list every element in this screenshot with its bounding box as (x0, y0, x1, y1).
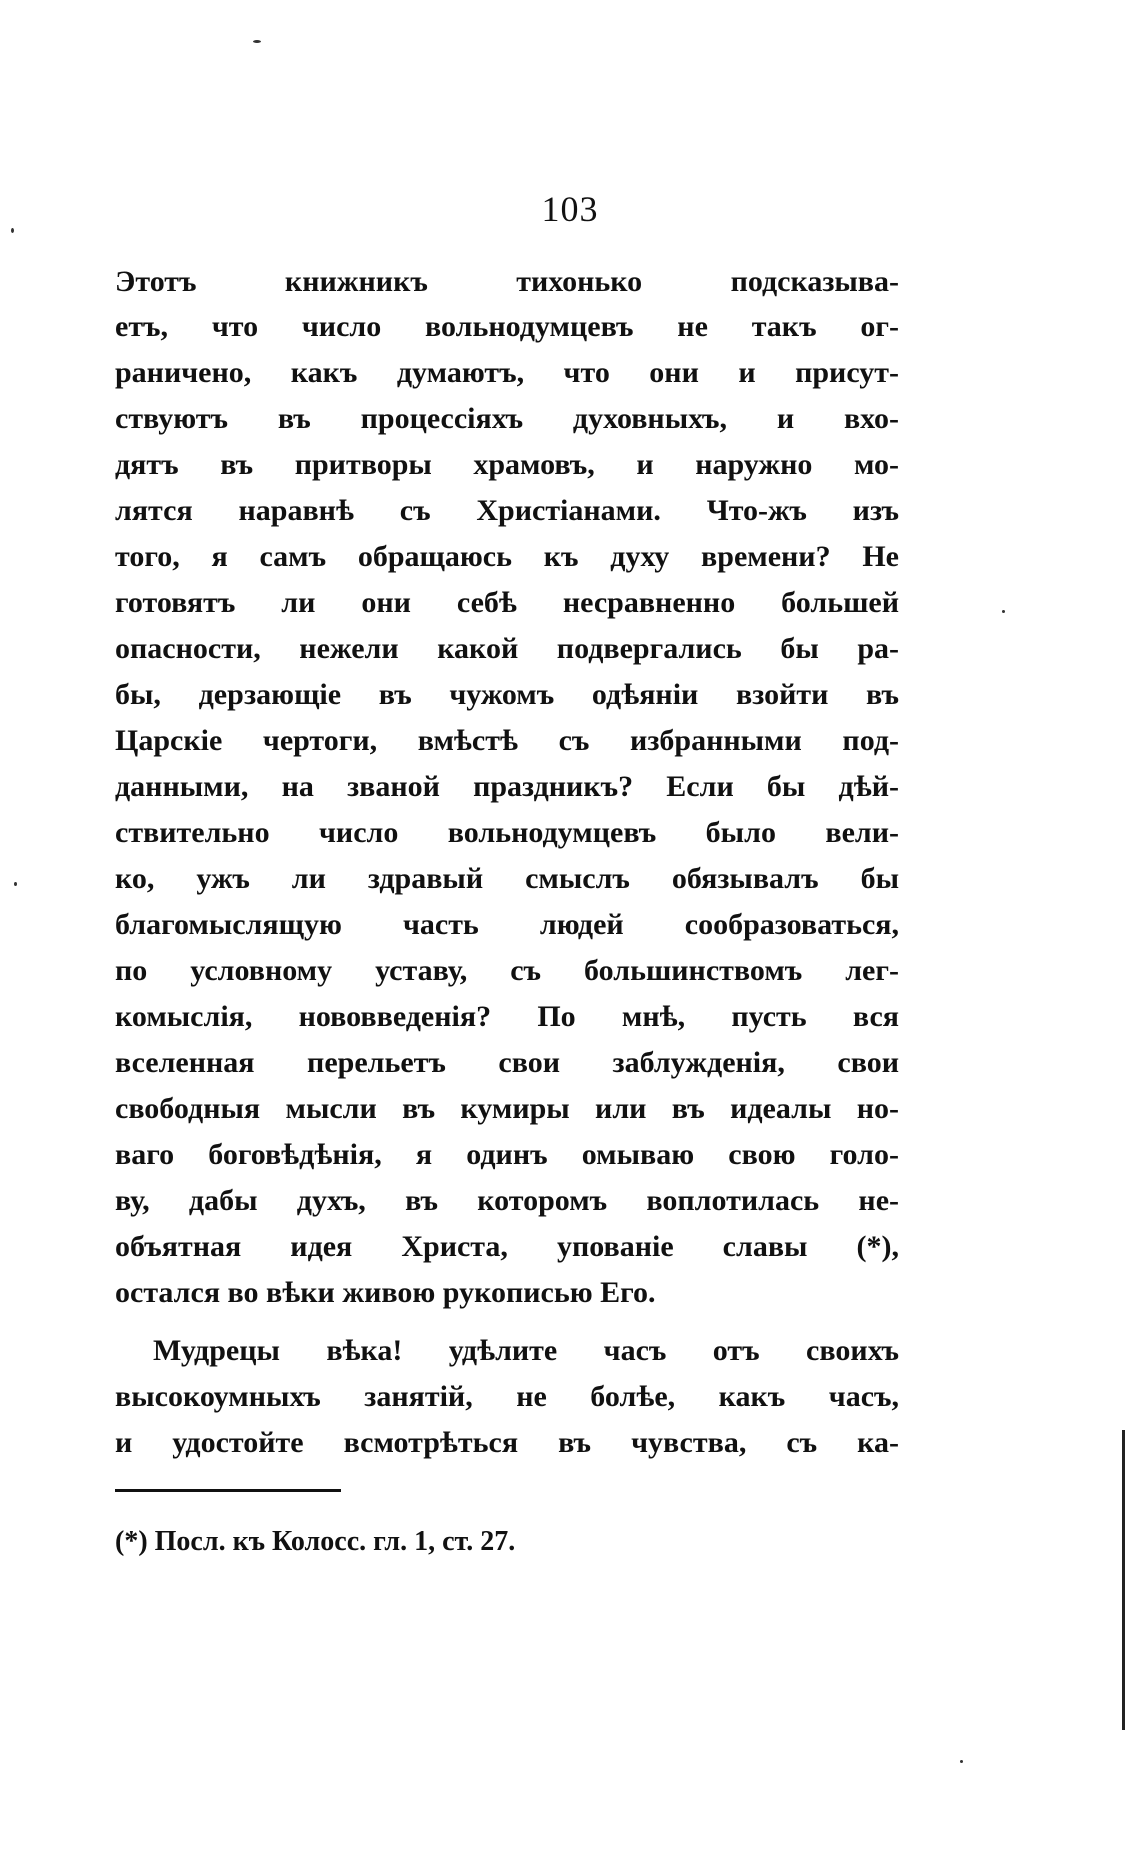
text-line: дятъ въ притворы храмовъ, и наружно мо- (115, 448, 899, 481)
text-line: опасности, нежели какой подвергались бы ра- (115, 632, 899, 665)
text-line: Этотъ книжникъ тихонько подсказыва- (115, 265, 899, 298)
text-line: етъ, что число вольнодумцевъ не такъ ог- (115, 310, 899, 343)
text-line: вселенная перельетъ свои заблужденія, свои (115, 1046, 899, 1079)
text-line: ствуютъ въ процессіяхъ духовныхъ, и вхо- (115, 402, 899, 435)
text-line: объятная идея Христа, упованіе славы (*), (115, 1230, 899, 1263)
text-line: ву, дабы духъ, въ которомъ воплотилась не- (115, 1184, 899, 1217)
page-number: 103 (541, 189, 599, 229)
text-line: и удостойте всмотрѣться въ чувства, съ ка- (115, 1426, 899, 1459)
text-line: ствительно число вольнодумцевъ было вели- (115, 816, 899, 849)
text-line: ваго боговѣдѣнія, я одинъ омываю свою голо- (115, 1138, 899, 1171)
speck (253, 40, 261, 43)
text-line: данными, на званой праздникъ? Если бы дѣй- (115, 770, 899, 803)
text-line: бы, дерзающіе въ чужомъ одѣяніи взойти въ (115, 678, 899, 711)
footnote: (*) Посл. къ Колосс. гл. 1, ст. 27. (115, 1526, 516, 1557)
text-line: Мудрецы вѣка! удѣлите часъ отъ своихъ (153, 1334, 899, 1367)
speck (11, 228, 14, 233)
speck (1002, 610, 1005, 613)
footnote-rule (115, 1489, 341, 1492)
text-line: свободныя мысли въ кумиры или въ идеалы но- (115, 1092, 899, 1125)
margin-mark (1122, 1430, 1125, 1730)
speck (960, 1760, 963, 1763)
text-line: ко, ужъ ли здравый смыслъ обязывалъ бы (115, 862, 899, 895)
text-line: Царскіе чертоги, вмѣстѣ съ избранными под- (115, 724, 899, 757)
text-line: комыслія, нововведенія? По мнѣ, пусть вся (115, 1000, 899, 1033)
speck (14, 882, 17, 886)
text-line: раничено, какъ думаютъ, что они и присут- (115, 356, 899, 389)
text-line: готовятъ ли они себѣ несравненно большей (115, 586, 899, 619)
text-line: того, я самъ обращаюсь къ духу времени? Не (115, 540, 899, 573)
text-line: благомыслящую часть людей сообразоваться, (115, 908, 899, 941)
text-line: остался во вѣки живою рукописью Его. (115, 1276, 656, 1309)
text-line: лятся наравнѣ съ Христіанами. Что-жъ изъ (115, 494, 899, 527)
text-line: по условному уставу, съ большинствомъ лег- (115, 954, 899, 987)
text-line: высокоумныхъ занятій, не болѣе, какъ часъ, (115, 1380, 899, 1413)
